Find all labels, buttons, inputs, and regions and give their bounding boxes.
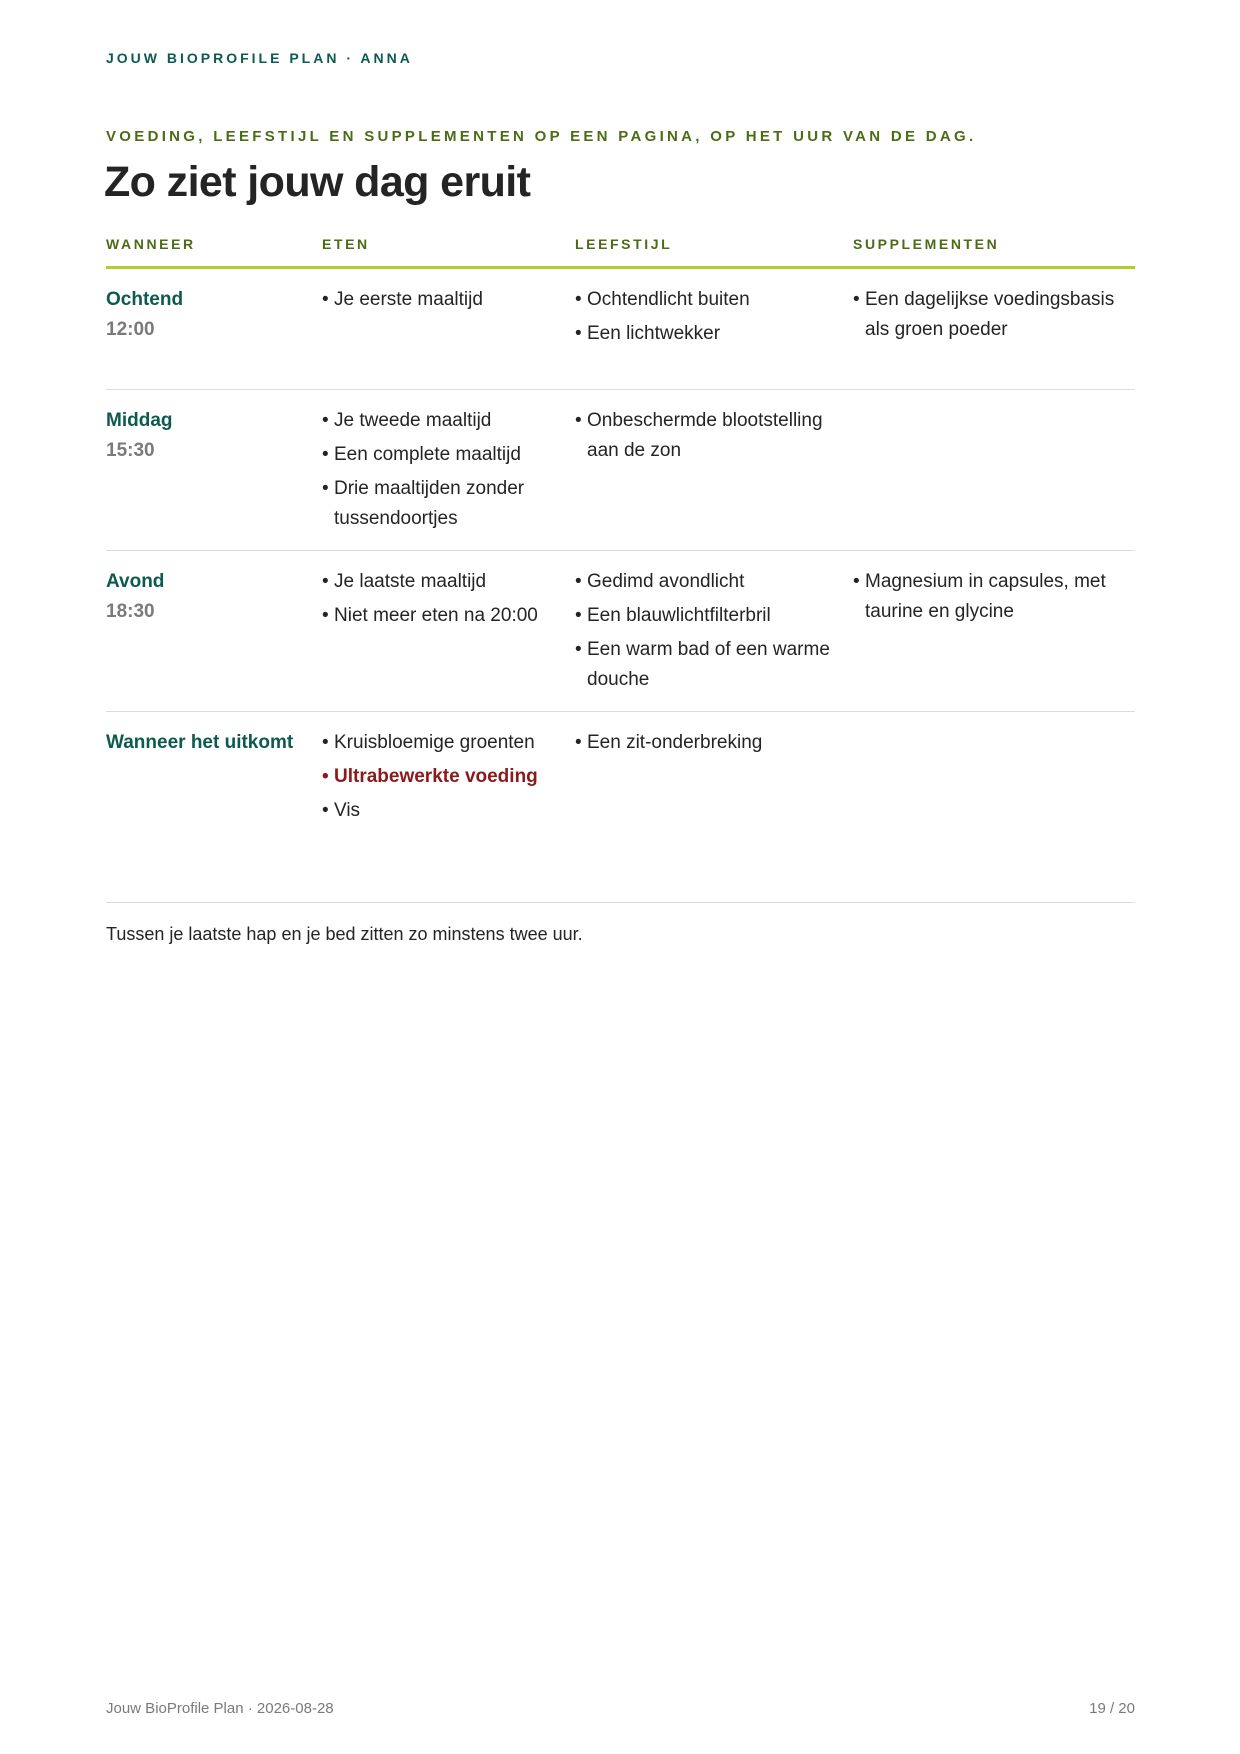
column-header-leefstijl: LEEFSTIJL [575,236,673,252]
column-header-eten: ETEN [322,236,370,252]
moment-label: Avond [106,571,165,592]
when-cell [106,728,293,758]
when-cell [106,567,164,627]
leefstijl-cell [575,567,840,699]
moment-time: 12:00 [106,319,155,340]
list-item: • Vis [322,796,562,826]
list-item: • Drie maaltijden zonder tussendoortjes [322,474,562,534]
list-item: • Magnesium in capsules, met taurine en glycine [853,567,1133,627]
list-item: • Een warm bad of een warme douche [575,635,840,695]
section-eyebrow: VOEDING, LEEFSTIJL EN SUPPLEMENTEN OP EEN PAGINA, OP HET UUR VAN DE DAG. [106,128,977,145]
table-header [106,236,1135,269]
table-row [106,712,1135,903]
moment-time: 18:30 [106,601,155,622]
list-item: • Een complete maaltijd [322,440,562,470]
list-item: • Een dagelijkse voedingsbasis als groen poeder [853,285,1133,345]
moment-time: 15:30 [106,440,155,461]
list-item: • Een blauwlichtfilterbril [575,601,840,631]
list-item: • Een lichtwekker [575,319,840,349]
eten-cell [322,567,562,635]
list-item: • Je laatste maaltijd [322,567,562,597]
list-item: • Je tweede maaltijd [322,406,562,436]
page-number: 19 / 20 [1089,1700,1135,1717]
column-header-wanneer: WANNEER [106,236,196,252]
leefstijl-cell [575,728,840,762]
table-row [106,269,1135,390]
moment-label: Wanneer het uitkomt [106,732,294,753]
page-title: Zo ziet jouw dag eruit [104,158,531,206]
list-item: • Onbeschermde blootstelling aan de zon [575,406,840,466]
eten-cell [322,728,562,830]
eten-cell [322,285,562,319]
daily-schedule-table [106,236,1135,903]
list-item: • Een zit-onderbreking [575,728,840,758]
list-item: • Je eerste maaltijd [322,285,562,315]
leefstijl-cell [575,285,840,353]
moment-label: Middag [106,410,173,431]
table-row [106,551,1135,712]
column-header-supplementen: SUPPLEMENTEN [853,236,1000,252]
list-item: • Gedimd avondlicht [575,567,840,597]
supplementen-cell [853,567,1133,631]
table-row [106,390,1135,551]
supplementen-cell [853,285,1133,349]
footnote: Tussen je laatste hap en je bed zitten zo minstens twee uur. [106,924,583,944]
warning-list-item: • Ultrabewerkte voeding [322,762,562,792]
list-item: • Ochtendlicht buiten [575,285,840,315]
footer-document-info: Jouw BioProfile Plan · 2026-08-28 [106,1700,334,1717]
when-cell [106,285,183,345]
running-header: JOUW BIOPROFILE PLAN · ANNA [106,50,413,66]
when-cell [106,406,173,466]
eten-cell [322,406,562,538]
moment-label: Ochtend [106,289,184,310]
list-item: • Kruisbloemige groenten [322,728,562,758]
leefstijl-cell [575,406,840,470]
list-item: • Niet meer eten na 20:00 [322,601,562,631]
